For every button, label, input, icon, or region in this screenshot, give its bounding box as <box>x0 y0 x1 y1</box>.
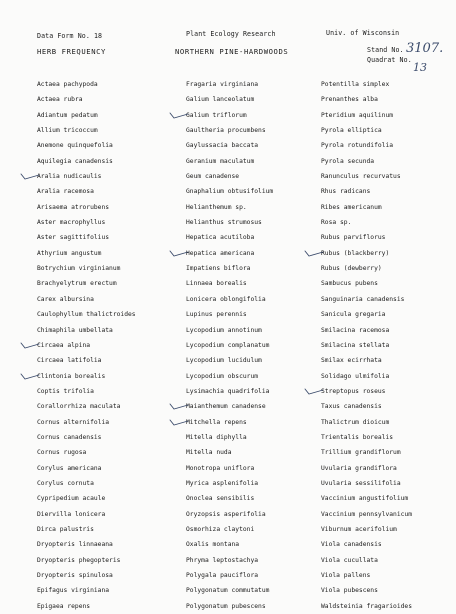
species-row <box>186 522 273 537</box>
species-name: Aster macrophyllus <box>37 219 106 227</box>
species-name: Cornus canadensis <box>37 433 102 441</box>
species-row <box>37 200 136 215</box>
species-name: Trientalis borealis <box>321 433 394 441</box>
species-row <box>186 599 273 614</box>
species-row <box>321 553 412 568</box>
species-row <box>321 353 412 368</box>
species-row <box>321 307 412 322</box>
species-row <box>321 568 412 583</box>
species-row <box>186 215 273 230</box>
stand-label: Stand No. <box>367 46 404 54</box>
species-row <box>321 276 412 291</box>
species-name: Hepatica americana <box>186 249 255 257</box>
species-name: Gaylussacia baccata <box>186 142 259 150</box>
species-name: Hepatica acutiloba <box>186 234 255 242</box>
species-row <box>321 215 412 230</box>
species-name: Oryzopsis asperifolia <box>186 510 266 518</box>
species-row <box>37 230 136 245</box>
species-name: Clintonia borealis <box>37 372 106 380</box>
species-name: Actaea rubra <box>37 96 83 104</box>
species-row <box>37 169 136 184</box>
species-row <box>37 491 136 506</box>
species-row <box>186 399 273 414</box>
species-name: Prenanthes alba <box>321 96 378 104</box>
species-row <box>37 461 136 476</box>
species-row <box>186 537 273 552</box>
species-name: Streptopus roseus <box>321 387 386 395</box>
species-name: Cornus rugosa <box>37 449 87 457</box>
species-name: Helianthus strumosus <box>186 219 262 227</box>
species-row <box>37 108 136 123</box>
species-row <box>186 323 273 338</box>
species-name: Oxalis montana <box>186 541 240 549</box>
species-row <box>186 353 273 368</box>
species-row <box>186 461 273 476</box>
species-row <box>321 108 412 123</box>
species-name: Diervilla lonicera <box>37 510 106 518</box>
species-row <box>321 92 412 107</box>
species-name: Arisaema atrorubens <box>37 203 110 211</box>
species-row <box>321 246 412 261</box>
species-row <box>186 491 273 506</box>
species-name: Botrychium virginianum <box>37 265 121 273</box>
species-name: Dryopteris spinulosa <box>37 572 113 579</box>
species-name: Osmorhiza claytoni <box>186 525 255 533</box>
species-row <box>321 491 412 506</box>
species-name: Rubus (blackberry) <box>321 249 390 257</box>
species-row <box>37 92 136 107</box>
species-row <box>321 537 412 552</box>
species-row <box>321 583 412 598</box>
species-row <box>37 476 136 491</box>
species-name: Epifagus virginiana <box>37 587 110 595</box>
species-row <box>37 507 136 522</box>
species-row <box>186 553 273 568</box>
species-name: Dryopteris linnaeana <box>37 541 113 549</box>
species-name: Viola pubescens <box>321 587 378 595</box>
species-column-3 <box>321 77 412 614</box>
species-row <box>186 77 273 92</box>
species-name: Smilacina stellata <box>321 341 390 349</box>
species-row <box>321 169 412 184</box>
species-name: Vaccinium pennsylvanicum <box>321 510 412 518</box>
species-row <box>37 215 136 230</box>
species-name: Polygala pauciflora <box>186 572 259 579</box>
species-name: Lysimachia quadrifolia <box>186 387 270 395</box>
species-name: Actaea pachypoda <box>37 81 98 88</box>
species-row <box>321 476 412 491</box>
species-column-1 <box>37 77 136 614</box>
species-name: Aquilegia canadensis <box>37 157 113 165</box>
species-name: Rubus parviflorus <box>321 234 386 242</box>
species-row <box>186 138 273 153</box>
species-row <box>321 430 412 445</box>
species-name: Maianthemum canadense <box>186 403 266 411</box>
species-row <box>321 399 412 414</box>
species-row <box>37 338 136 353</box>
species-row <box>186 430 273 445</box>
species-row <box>186 154 273 169</box>
species-row <box>186 92 273 107</box>
species-name: Circaea latifolia <box>37 357 102 365</box>
species-name: Lupinus perennis <box>186 311 247 319</box>
species-name: Rosa sp. <box>321 219 352 227</box>
species-row <box>186 276 273 291</box>
species-name: Trillium grandiflorum <box>321 449 401 457</box>
species-name: Uvularia grandiflora <box>321 464 397 472</box>
species-row <box>321 261 412 276</box>
species-name: Aralia nudicaulis <box>37 173 102 181</box>
species-row <box>321 184 412 199</box>
species-name: Gnaphalium obtusifolium <box>186 188 274 196</box>
species-row <box>186 476 273 491</box>
species-name: Linnaea borealis <box>186 280 247 288</box>
species-row <box>321 154 412 169</box>
species-name: Carex albursina <box>37 295 94 303</box>
species-row <box>321 445 412 460</box>
species-row <box>321 292 412 307</box>
species-row <box>321 369 412 384</box>
species-name: Gaultheria procumbens <box>186 127 266 135</box>
species-name: Potentilla simplex <box>321 81 390 88</box>
species-row <box>37 154 136 169</box>
species-row <box>37 184 136 199</box>
species-name: Mitella nuda <box>186 449 232 457</box>
species-name: Aralia racemosa <box>37 188 94 196</box>
species-name: Sambucus pubens <box>321 280 378 288</box>
form-title: HERB FREQUENCY <box>37 47 106 56</box>
species-row <box>37 430 136 445</box>
species-row <box>37 138 136 153</box>
species-row <box>321 384 412 399</box>
species-row <box>37 568 136 583</box>
species-row <box>321 507 412 522</box>
species-name: Caulophyllum thalictroides <box>37 311 136 319</box>
species-row <box>37 537 136 552</box>
species-name: Sanicula gregaria <box>321 311 386 319</box>
species-row <box>186 230 273 245</box>
species-row <box>186 108 273 123</box>
species-row <box>321 599 412 614</box>
species-column-2 <box>186 77 273 614</box>
species-row <box>37 276 136 291</box>
species-name: Galium lanceolatum <box>186 96 255 104</box>
species-row <box>186 445 273 460</box>
species-row <box>321 123 412 138</box>
species-row <box>186 583 273 598</box>
species-name: Pteridium aquilinum <box>321 111 394 119</box>
species-name: Viola cucullata <box>321 556 378 564</box>
species-name: Geranium maculatum <box>186 157 255 165</box>
species-row <box>37 323 136 338</box>
species-row <box>186 246 273 261</box>
species-name: Mitchella repens <box>186 418 247 426</box>
species-row <box>37 583 136 598</box>
species-name: Epigaea repens <box>37 602 91 610</box>
species-row <box>37 553 136 568</box>
species-name: Rhus radicans <box>321 188 371 196</box>
species-name: Coptis trifolia <box>37 387 94 395</box>
quadrat-number: 13 <box>413 61 427 74</box>
species-row <box>321 77 412 92</box>
species-row <box>186 123 273 138</box>
species-row <box>37 261 136 276</box>
species-row <box>37 399 136 414</box>
species-name: Onoclea sensibilis <box>186 495 255 503</box>
species-name: Helianthemum sp. <box>186 203 247 211</box>
quadrat-label: Quadrat No. <box>367 56 412 64</box>
species-name: Brachyelytrum erectum <box>37 280 117 288</box>
species-name: Allium tricoccum <box>37 127 98 135</box>
species-row <box>321 415 412 430</box>
species-name: Phryma leptostachya <box>186 556 259 564</box>
species-row <box>186 369 273 384</box>
species-row <box>186 507 273 522</box>
species-name: Sanguinaria canadensis <box>321 295 405 303</box>
species-row <box>321 323 412 338</box>
species-name: Taxus canadensis <box>321 403 382 411</box>
species-row <box>37 292 136 307</box>
species-name: Corallorrhiza maculata <box>37 403 121 411</box>
community-title: NORTHERN PINE-HARDWOODS <box>175 47 289 56</box>
species-row <box>37 353 136 368</box>
species-name: Viola canadensis <box>321 541 382 549</box>
species-name: Dryopteris phegopteris <box>37 556 121 564</box>
species-row <box>321 522 412 537</box>
species-name: Aster sagittifolius <box>37 234 110 242</box>
species-row <box>321 138 412 153</box>
species-row <box>186 261 273 276</box>
species-row <box>321 338 412 353</box>
species-name: Smilacina racemosa <box>321 326 390 334</box>
species-name: Solidago ulmifolia <box>321 372 390 380</box>
species-row <box>37 522 136 537</box>
species-name: Waldsteinia fragarioides <box>321 602 412 610</box>
species-name: Polygonatum commutatum <box>186 587 270 595</box>
species-row <box>186 184 273 199</box>
species-name: Myrica asplenifolia <box>186 479 259 487</box>
species-row <box>186 415 273 430</box>
species-name: Fragaria virginiana <box>186 81 259 88</box>
species-row <box>186 307 273 322</box>
species-row <box>321 200 412 215</box>
species-name: Lycopodium complanatum <box>186 341 270 349</box>
institution-name: Univ. of Wisconsin <box>326 29 400 37</box>
species-name: Anemone quinquefolia <box>37 142 113 150</box>
species-name: Viburnum acerifolium <box>321 525 397 533</box>
species-name: Circaea alpina <box>37 341 91 349</box>
species-row <box>37 246 136 261</box>
species-row <box>37 123 136 138</box>
species-name: Cornus alternifolia <box>37 418 110 426</box>
species-name: Pyrola rotundifolia <box>321 142 394 150</box>
species-name: Pyrola secunda <box>321 157 375 165</box>
species-row <box>37 384 136 399</box>
species-row <box>37 307 136 322</box>
species-name: Pyrola elliptica <box>321 127 382 135</box>
species-name: Vaccinium angustifolium <box>321 495 409 503</box>
species-name: Lycopodium annotinum <box>186 326 262 334</box>
species-row <box>186 169 273 184</box>
species-name: Impatiens biflora <box>186 265 251 273</box>
species-name: Corylus cornuta <box>37 479 94 487</box>
species-row <box>186 384 273 399</box>
species-row <box>321 461 412 476</box>
species-name: Lonicera oblongifolia <box>186 295 266 303</box>
species-name: Adiantum pedatum <box>37 111 98 119</box>
species-name: Lycopodium obscurum <box>186 372 259 380</box>
species-name: Galium triflorum <box>186 111 247 119</box>
species-name: Lycopodium lucidulum <box>186 357 262 365</box>
species-name: Viola pallens <box>321 572 371 579</box>
species-name: Smilax ecirrhata <box>321 357 382 365</box>
species-name: Rubus (dewberry) <box>321 265 382 273</box>
species-name: Ribes americanum <box>321 203 382 211</box>
species-row <box>37 77 136 92</box>
species-name: Geum canadense <box>186 173 240 181</box>
species-name: Dirca palustris <box>37 525 94 533</box>
species-name: Cypripedium acaule <box>37 495 106 503</box>
species-name: Polygonatum pubescens <box>186 602 266 610</box>
species-name: Thalictrum dioicum <box>321 418 390 426</box>
species-row <box>186 292 273 307</box>
species-row <box>37 415 136 430</box>
species-row <box>321 230 412 245</box>
species-row <box>186 568 273 583</box>
species-name: Athyrium angustum <box>37 249 102 257</box>
species-name: Uvularia sessilifolia <box>321 479 401 487</box>
species-name: Chimaphila umbellata <box>37 326 113 334</box>
stand-number: 3107. <box>406 41 444 56</box>
form-number: Data Form No. 18 <box>37 32 103 40</box>
species-name: Ranunculus recurvatus <box>321 173 401 181</box>
species-row <box>37 369 136 384</box>
species-name: Monotropa uniflora <box>186 464 255 472</box>
species-row <box>186 338 273 353</box>
species-row <box>37 445 136 460</box>
species-row <box>186 200 273 215</box>
organization-name: Plant Ecology Research <box>186 30 276 38</box>
species-name: Corylus americana <box>37 464 102 472</box>
species-name: Mitella diphylla <box>186 433 247 441</box>
species-row <box>37 599 136 614</box>
